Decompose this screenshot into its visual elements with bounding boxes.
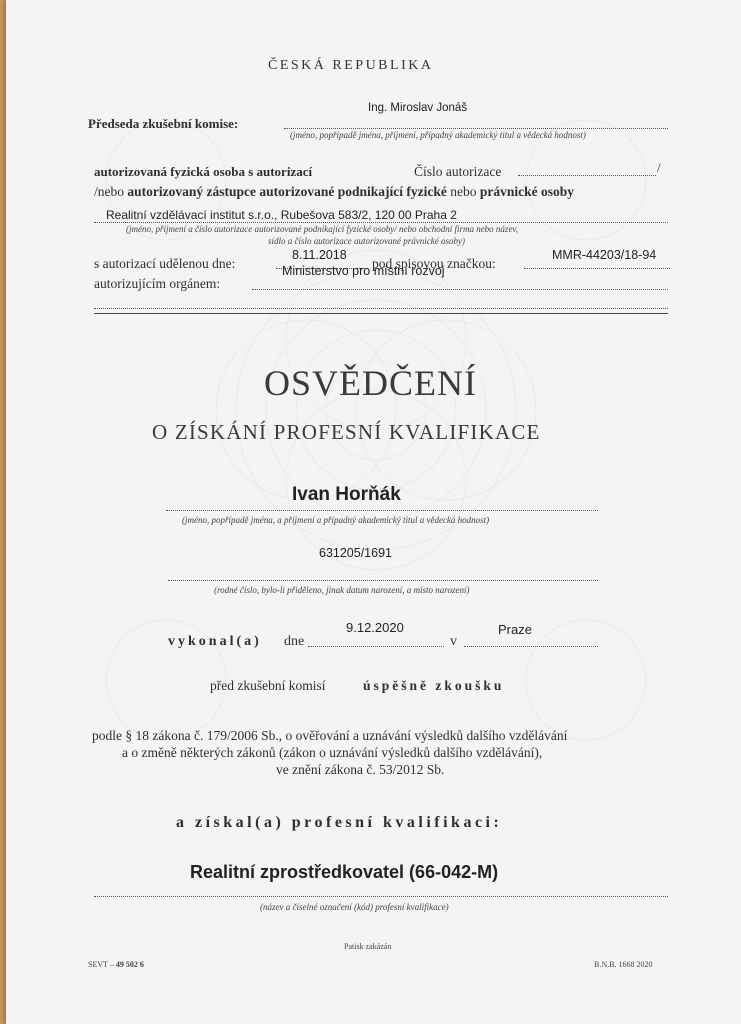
authority-value: Ministerstvo pro místní rozvoj — [282, 264, 445, 278]
blank-dots — [94, 308, 668, 309]
authority-dots — [252, 289, 668, 290]
birth-hint: (rodné číslo, bylo-li přiděleno, jinak datum narození, a místo narození) — [214, 585, 470, 595]
qualification-dots — [94, 896, 668, 897]
chair-hint: (jméno, popřípadě jména, příjmení, případný akademický titul a vědecká hodnost) — [290, 130, 586, 140]
rep-text-b: autorizovaný zástupce autorizované podnikající fyzické — [127, 184, 447, 199]
law-line-1: podle § 18 zákona č. 179/2006 Sb., o ověřování a uznávání výsledků dalšího vzdělávání — [92, 728, 568, 743]
country-heading: ČESKÁ REPUBLIKA — [268, 58, 434, 73]
institute-value: Realitní vzdělávací institut s.r.o., Rubešova 583/2, 120 00 Praha 2 — [106, 208, 457, 222]
place-label: v — [450, 634, 457, 649]
granted-label: s autorizací udělenou dne: — [94, 256, 236, 271]
exam-result-text: úspěšně zkoušku — [363, 678, 505, 693]
certificate-paper — [6, 0, 741, 1024]
granted-value: 8.11.2018 — [292, 248, 347, 262]
auth-number-slash: / — [657, 160, 661, 175]
date-label: dne — [284, 634, 305, 649]
qualification-name: Realitní zprostředkovatel (66-042-M) — [190, 862, 499, 882]
file-value: MMR-44203/18-94 — [552, 248, 657, 262]
auth-person-label: autorizovaná fyzická osoba s autorizací — [94, 164, 313, 179]
file-dots — [524, 268, 670, 269]
rep-text-d: právnické osoby — [479, 184, 574, 199]
chair-label: Předseda zkušební komise: — [88, 116, 239, 131]
auth-number-label: Číslo autorizace — [414, 164, 502, 179]
form-code-number: 49 502 6 — [115, 960, 144, 969]
certificate-title: OSVĚDČENÍ — [264, 363, 477, 403]
institute-hint-1: (jméno, příjmení a číslo autorizace autorizované podnikající fyzické osoby/ nebo obchodní firma nebo název, — [126, 224, 519, 234]
rep-text-c: nebo — [446, 184, 480, 199]
place-dots — [464, 646, 598, 647]
committee-text: před zkušební komisí — [210, 678, 326, 693]
passed-label: vykonal(a) — [168, 634, 262, 649]
printer-code: B.N.B. 1668 2020 — [594, 960, 653, 969]
reprint-note: Patisk zakázán — [344, 942, 392, 951]
rep-text-a: /nebo — [94, 184, 128, 199]
qualification-hint: (název a číselné označení (kód) profesní kvalifikace) — [260, 902, 449, 912]
name-dots — [166, 510, 598, 511]
file-label: pod spisovou značkou: — [372, 256, 496, 271]
birth-dots — [168, 580, 598, 581]
certificate-subtitle: O ZÍSKÁNÍ PROFESNÍ KVALIFIKACE — [152, 420, 541, 444]
chair-dots — [284, 128, 668, 129]
acquired-text: a získal(a) profesní kvalifikaci: — [176, 814, 503, 831]
chair-value: Ing. Miroslav Jonáš — [368, 102, 468, 114]
law-line-2: a o změně některých zákonů (zákon o uznávání výsledků dalšího vzdělávání), — [122, 745, 543, 760]
law-line-3: ve znění zákona č. 53/2012 Sb. — [276, 762, 445, 777]
form-code-prefix: SEVT – — [88, 960, 116, 969]
header-separator — [94, 313, 668, 314]
birth-number: 631205/1691 — [319, 546, 392, 560]
date-dots — [308, 646, 444, 647]
authority-label: autorizujícím orgánem: — [94, 276, 221, 291]
institute-dots — [94, 222, 668, 223]
holder-name: Ivan Horňák — [292, 484, 401, 505]
name-hint: (jméno, popřípadě jména, a příjmení a případný akademický titul a vědecká hodnost) — [182, 515, 490, 525]
exam-date-value: 9.12.2020 — [346, 620, 404, 635]
exam-place-value: Praze — [498, 622, 532, 637]
representative-line — [94, 184, 574, 200]
auth-number-dots — [518, 175, 656, 176]
form-code — [88, 960, 144, 969]
institute-hint-2: sídlo a číslo autorizace autorizované právnické osoby) — [268, 236, 465, 246]
